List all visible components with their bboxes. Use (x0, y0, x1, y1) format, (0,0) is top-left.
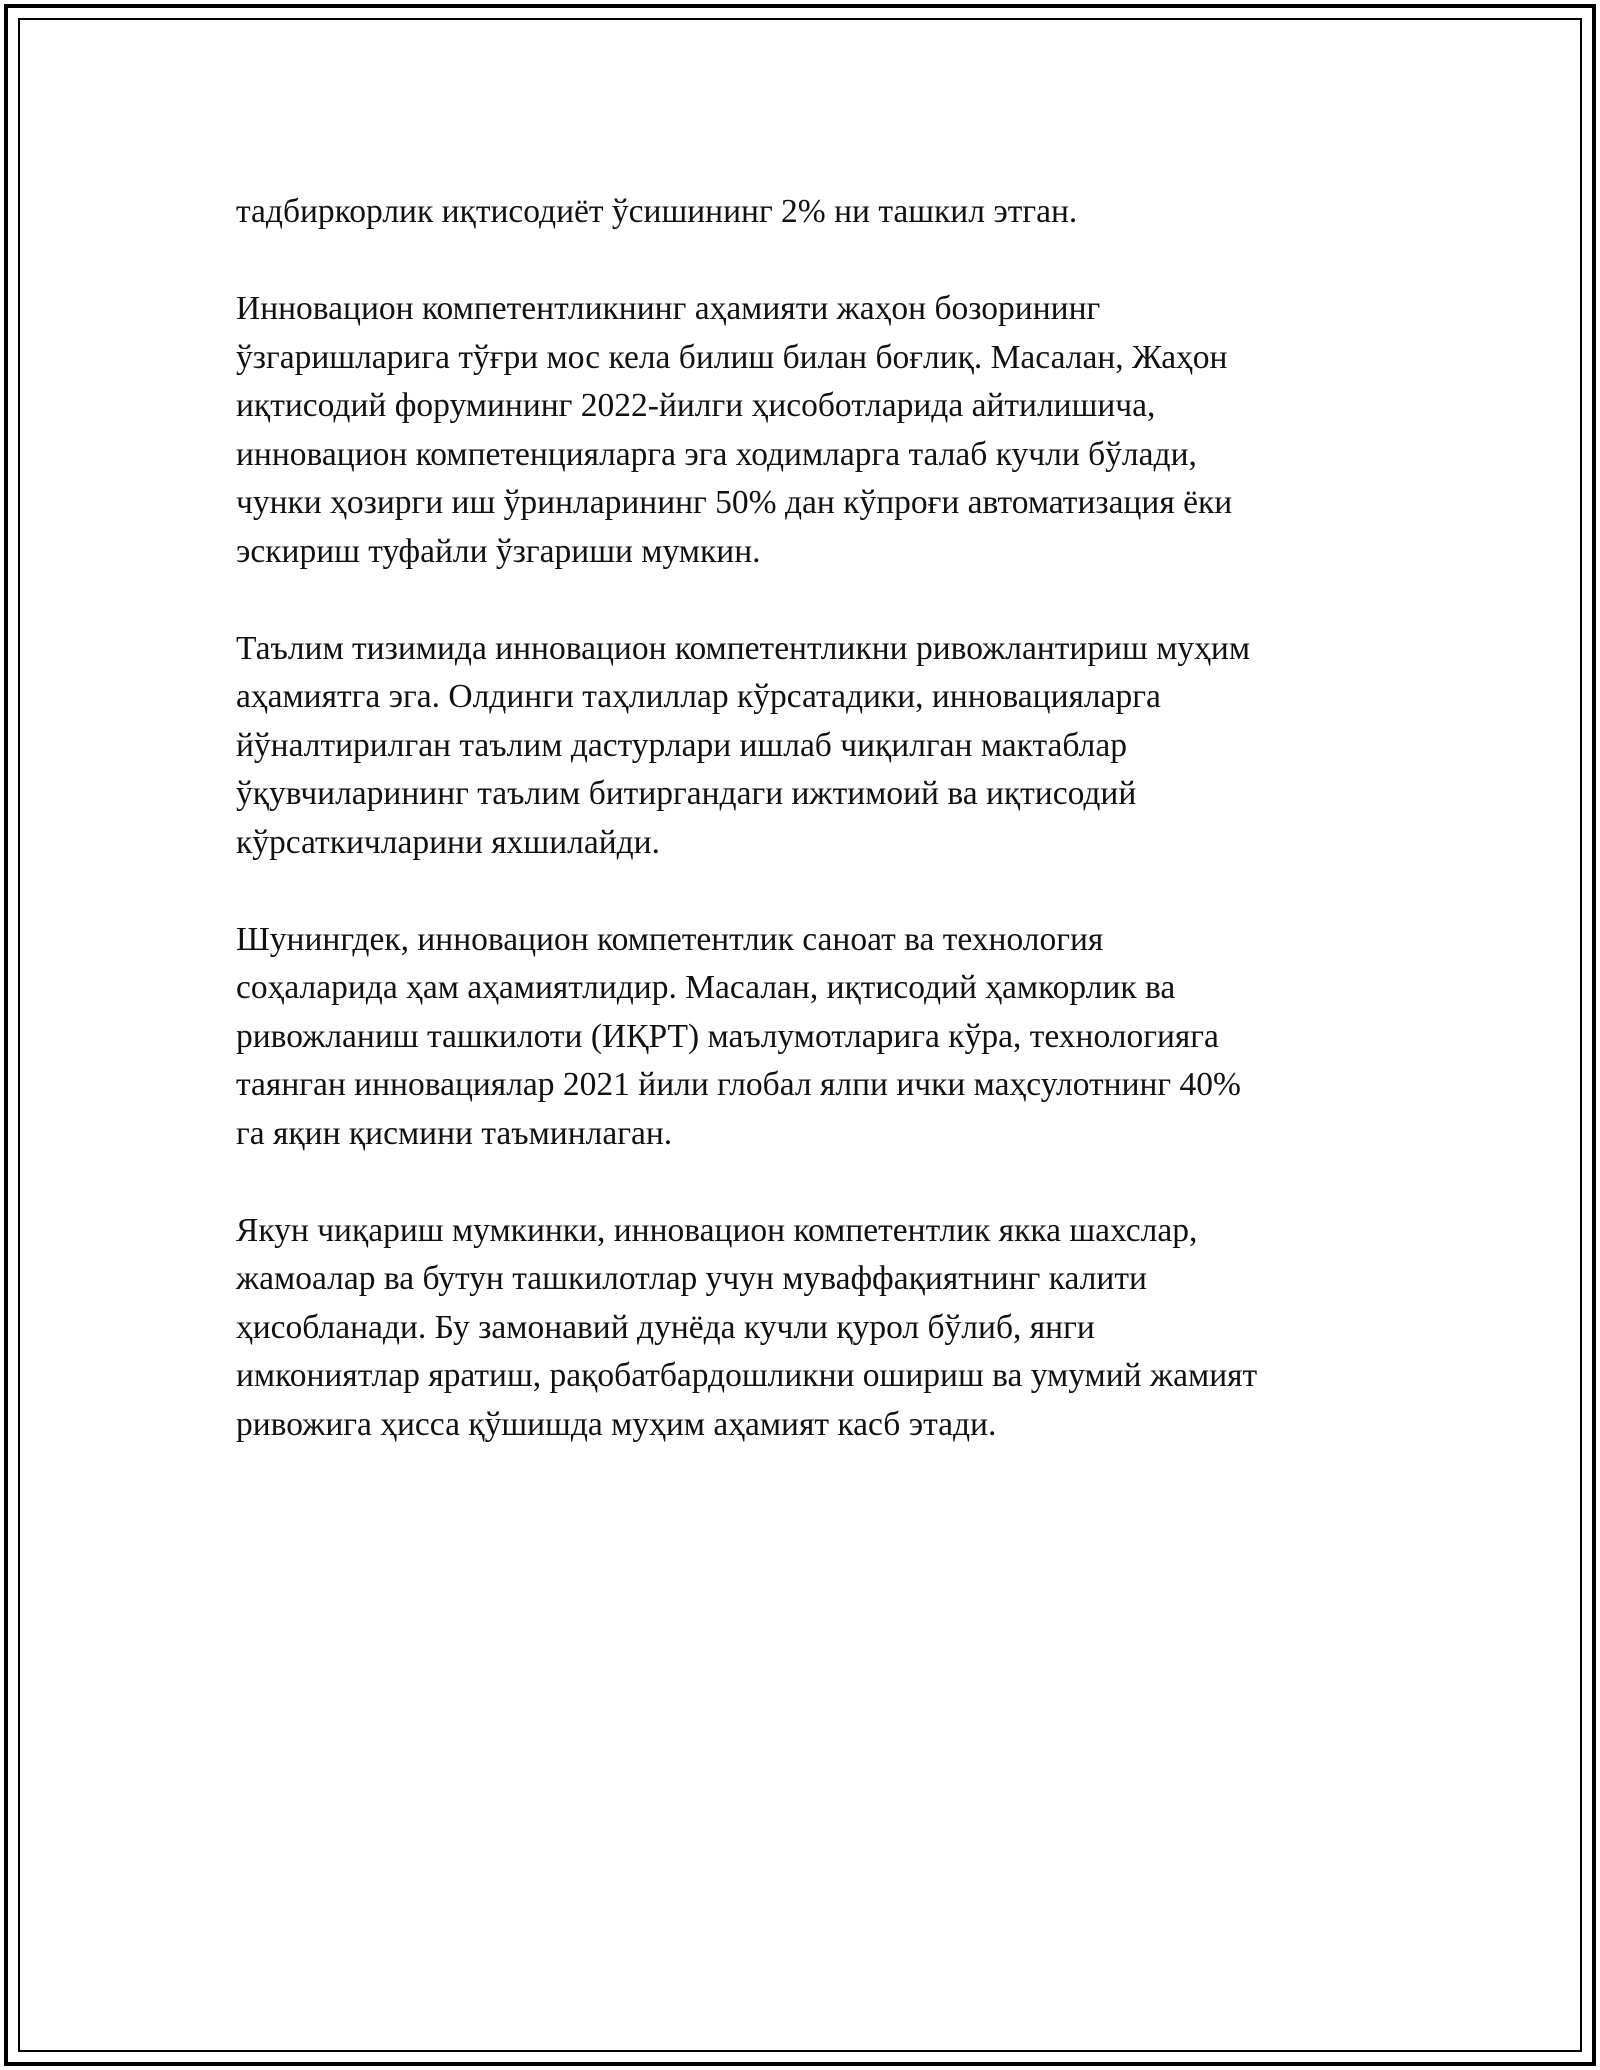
text-line: иқтисодий форумининг 2022-йилги ҳисоботларида айтилишича, (236, 387, 1156, 424)
text-line: ўзгаришларига тўғри мос кела билиш билан боғлиқ. Масалан, Жаҳон (236, 338, 1228, 376)
text-line: ривожига ҳисса қўшишда муҳим аҳамият касб этади. (236, 1405, 997, 1443)
paragraph-2 (236, 285, 1416, 576)
text-line: Инновацион компетентликнинг аҳамияти жаҳон бозорининг (236, 290, 1101, 327)
text-line: га яқин қисмини таъминлаган. (236, 1114, 673, 1152)
text-line: имкониятлар яратиш, рақобатбардошликни ошириш ва умумий жамият (236, 1357, 1258, 1394)
paragraph-4 (236, 916, 1416, 1159)
text-line: ҳисобланади. Бу замонавий дунёда кучли қурол бўлиб, янги (236, 1308, 1095, 1346)
text-line: Таълим тизимида инновацион компетентликни ривожлантириш муҳим (236, 629, 1251, 667)
text-line: соҳаларида ҳам аҳамиятлидир. Масалан, иқтисодий ҳамкорлик ва (236, 969, 1176, 1006)
text-line: чунки ҳозирги иш ўринларининг 50% дан кўпроғи автоматизация ёки (236, 484, 1233, 521)
paragraph-5 (236, 1207, 1416, 1450)
text-line: эскириш туфайли ўзгариши мумкин. (236, 532, 761, 570)
text-line: йўналтирилган таълим дастурлари ишлаб чиқилган мактаблар (236, 726, 1127, 764)
text-line: ўқувчиларининг таълим битиргандаги ижтимоий ва иқтисодий (236, 775, 1137, 812)
text-line: Якун чиқариш мумкинки, инновацион компетентлик якка шахслар, (236, 1211, 1198, 1249)
text-line: таянган инновациялар 2021 йили глобал ялпи ички маҳсулотнинг 40% (236, 1066, 1241, 1103)
text-line: жамоалар ва бутун ташкилотлар учун муваффақиятнинг калити (236, 1260, 1147, 1297)
text-line: аҳамиятга эга. Олдинги таҳлиллар кўрсатадики, инновацияларга (236, 678, 1161, 715)
text-line: тадбиркорлик иқтисодиёт ўсишининг 2% ни ташкил этган. (236, 193, 1078, 230)
text-line: инновацион компетенцияларга эга ходимларга талаб кучли бўлади, (236, 435, 1197, 473)
text-line: ривожланиш ташкилоти (ИҚРТ) маълумотларига кўра, технологияга (236, 1017, 1219, 1055)
paragraph-1 (236, 188, 1416, 237)
text-line: кўрсаткичларини яхшилайди. (236, 823, 660, 861)
document-body (236, 188, 1416, 1498)
text-line: Шунингдек, инновацион компетентлик саноат ва технология (236, 920, 1104, 958)
paragraph-3 (236, 625, 1416, 868)
